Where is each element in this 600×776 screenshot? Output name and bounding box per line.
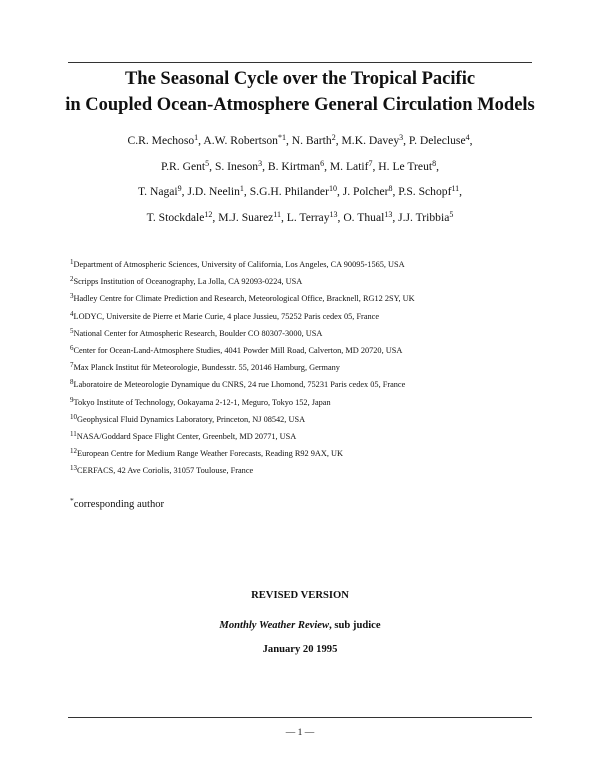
author-affiliation-mark: 12 — [204, 209, 213, 219]
affiliation-item — [70, 376, 550, 393]
author — [138, 185, 188, 198]
author-affiliation-mark: 7 — [368, 158, 373, 168]
affiliation-number: 10 — [70, 412, 77, 421]
author — [187, 185, 249, 198]
author-separator: , — [209, 159, 215, 173]
author — [218, 211, 287, 224]
affiliation-list — [70, 256, 550, 479]
corresponding-author-note — [70, 496, 165, 510]
author-name: J. Polcher — [342, 185, 389, 198]
affiliation-number: 4 — [70, 309, 74, 318]
author-separator: , — [392, 210, 399, 224]
author-separator: , — [212, 210, 219, 224]
author — [378, 160, 439, 173]
author-separator: , — [285, 134, 292, 147]
author-name: P.R. Gent — [161, 159, 206, 173]
affiliation-item — [70, 445, 550, 462]
author-name: B. Kirtman — [267, 159, 321, 173]
author-affiliation-mark: 2 — [331, 133, 336, 142]
author-name: M.K. Davey — [341, 134, 400, 147]
author-separator: , — [324, 159, 330, 173]
author-separator: , — [403, 134, 409, 147]
affiliation-text: Department of Atmospheric Sciences, University of California, Los Angeles, CA 90095-1565, USA — [73, 260, 405, 269]
affiliation-item — [70, 273, 550, 290]
author-separator: , — [372, 159, 379, 173]
author-affiliation-mark: 13 — [329, 209, 338, 219]
author-name: O. Thual — [343, 210, 385, 224]
author-name: J.J. Tribbia — [398, 210, 450, 224]
author — [398, 185, 462, 198]
title-line-2: in Coupled Ocean-Atmosphere General Circulation Models — [65, 95, 535, 115]
author-affiliation-mark: 13 — [384, 209, 393, 219]
affiliation-item — [70, 342, 550, 359]
author-separator: , — [262, 159, 268, 173]
author — [250, 185, 343, 198]
author — [343, 211, 398, 224]
affiliation-number: 9 — [70, 395, 74, 404]
author-name: C.R. Mechoso — [127, 134, 195, 147]
affiliation-number: 8 — [70, 378, 74, 387]
author-affiliation-mark: 3 — [399, 133, 404, 142]
revised-version-label: REVISED VERSION — [251, 590, 349, 601]
title-line-1: The Seasonal Cycle over the Tropical Pacific — [124, 69, 476, 89]
affiliation-item — [70, 394, 550, 411]
author-name: S. Ineson — [214, 159, 259, 173]
author-name: P. Delecluse — [408, 134, 466, 147]
author — [398, 211, 453, 224]
author — [147, 211, 219, 224]
author — [330, 160, 378, 173]
submission-date: January 20 1995 — [262, 644, 338, 655]
affiliation-item — [70, 411, 550, 428]
author-list — [0, 128, 600, 230]
affiliation-text: Hadley Centre for Climate Prediction and Research, Meteorological Office, Bracknell, RG12 2SY, UK — [73, 294, 415, 304]
corresponding-text: corresponding author — [73, 499, 165, 510]
author — [128, 134, 204, 147]
author-affiliation-mark: 5 — [205, 158, 210, 168]
author-name: H. Le Treut — [378, 159, 433, 173]
author-separator: , — [337, 210, 344, 224]
affiliation-text: Tokyo Institute of Technology, Ookayama 2-12-1, Meguro, Tokyo 152, Japan — [73, 397, 331, 407]
author-separator: , — [392, 185, 399, 198]
corresponding-mark: * — [70, 496, 74, 505]
author — [292, 134, 342, 147]
author-separator: , — [469, 134, 473, 147]
author-separator: , — [198, 134, 204, 147]
author-name: T. Nagai — [137, 185, 178, 198]
author-separator: , — [436, 159, 439, 173]
affiliation-item — [70, 256, 550, 273]
journal-line — [0, 620, 600, 631]
affiliation-number: 3 — [70, 292, 74, 301]
top-rule — [68, 62, 532, 63]
affiliation-number: 12 — [70, 447, 77, 456]
author-name: N. Barth — [291, 134, 332, 147]
affiliation-number: 2 — [70, 275, 74, 284]
author-name: S.G.H. Philander — [249, 185, 329, 198]
affiliation-text: Max Planck Institut für Meteorologie, Bundesstr. 55, 20146 Hamburg, Germany — [73, 363, 340, 373]
author-affiliation-mark: 1 — [239, 184, 244, 193]
affiliation-number: 7 — [70, 361, 74, 370]
author-name: M.J. Suarez — [218, 210, 274, 224]
author-name: P.S. Schopf — [398, 185, 452, 198]
author-affiliation-mark: 8 — [432, 158, 437, 168]
author-affiliation-mark: 6 — [320, 158, 325, 168]
affiliation-text: LODYC, Universite de Pierre et Marie Curie, 4 place Jussieu, 75252 Paris cedex 05, France — [73, 311, 380, 321]
author-line — [0, 128, 600, 154]
affiliation-number: 11 — [70, 429, 77, 438]
affiliation-item — [70, 308, 550, 325]
author-affiliation-mark: 5 — [449, 209, 454, 219]
author-line — [0, 205, 600, 231]
bottom-rule — [68, 717, 532, 718]
author-separator: , — [335, 134, 342, 147]
author — [343, 185, 399, 198]
author-name: M. Latif — [329, 159, 369, 173]
author-affiliation-mark: 9 — [177, 184, 182, 193]
author-affiliation-mark: 3 — [258, 158, 263, 168]
author-line — [0, 179, 600, 205]
affiliation-text: Center for Ocean-Land-Atmosphere Studies, 4041 Powder Mill Road, Calverton, MD 20720, USA — [73, 345, 403, 355]
paper-title — [0, 66, 600, 118]
affiliation-text: National Center for Atmospheric Research, Boulder CO 80307-3000, USA — [73, 328, 323, 338]
author-name: L. Terray — [286, 210, 330, 224]
page-number: — 1 — — [285, 728, 315, 738]
author-name: T. Stockdale — [146, 210, 205, 224]
affiliation-text: NASA/Goddard Space Flight Center, Greenbelt, MD 20771, USA — [76, 431, 297, 441]
affiliation-text: Laboratoire de Meteorologie Dynamique du CNRS, 24 rue Lhomond, 75231 Paris cedex 05, France — [73, 380, 406, 390]
affiliation-number: 1 — [70, 258, 74, 266]
affiliation-text: Geophysical Fluid Dynamics Laboratory, Princeton, NJ 08542, USA — [77, 414, 306, 424]
author-line — [0, 154, 600, 180]
affiliation-number: 5 — [70, 326, 74, 335]
author — [287, 211, 344, 224]
author-affiliation-mark: 11 — [273, 209, 281, 219]
author-separator: , — [181, 185, 188, 198]
affiliation-item — [70, 462, 550, 479]
affiliation-text: European Centre for Medium Range Weather Forecasts, Reading R92 9AX, UK — [77, 449, 343, 459]
author-separator: , — [280, 210, 287, 224]
affiliation-item — [70, 325, 550, 342]
author — [409, 134, 473, 147]
author-separator: , — [336, 185, 343, 198]
author — [161, 160, 215, 173]
author — [203, 134, 291, 147]
author-affiliation-mark: 11 — [451, 184, 460, 193]
author-affiliation-mark: 4 — [465, 133, 470, 142]
author — [268, 160, 330, 173]
author-name: A.W. Robertson — [203, 134, 278, 147]
affiliation-number: 13 — [70, 464, 77, 473]
affiliation-item — [70, 428, 550, 445]
affiliation-item — [70, 290, 550, 307]
author — [341, 134, 408, 147]
author-affiliation-mark: *1 — [277, 133, 286, 142]
affiliation-number: 6 — [70, 343, 74, 352]
affiliation-text: CERFACS, 42 Ave Coriolis, 31057 Toulouse, France — [77, 466, 254, 476]
author-separator: , — [243, 185, 250, 198]
author-affiliation-mark: 1 — [194, 133, 199, 142]
author-affiliation-mark: 10 — [328, 184, 337, 193]
author-separator: , — [459, 185, 463, 198]
affiliation-text: Scripps Institution of Oceanography, La Jolla, CA 92093-0224, USA — [73, 277, 303, 287]
affiliation-item — [70, 359, 550, 376]
journal-status: , sub judice — [329, 620, 381, 631]
author-affiliation-mark: 8 — [388, 184, 393, 193]
journal-name: Monthly Weather Review — [219, 620, 330, 631]
author — [215, 160, 268, 173]
author-name: J.D. Neelin — [187, 185, 240, 198]
